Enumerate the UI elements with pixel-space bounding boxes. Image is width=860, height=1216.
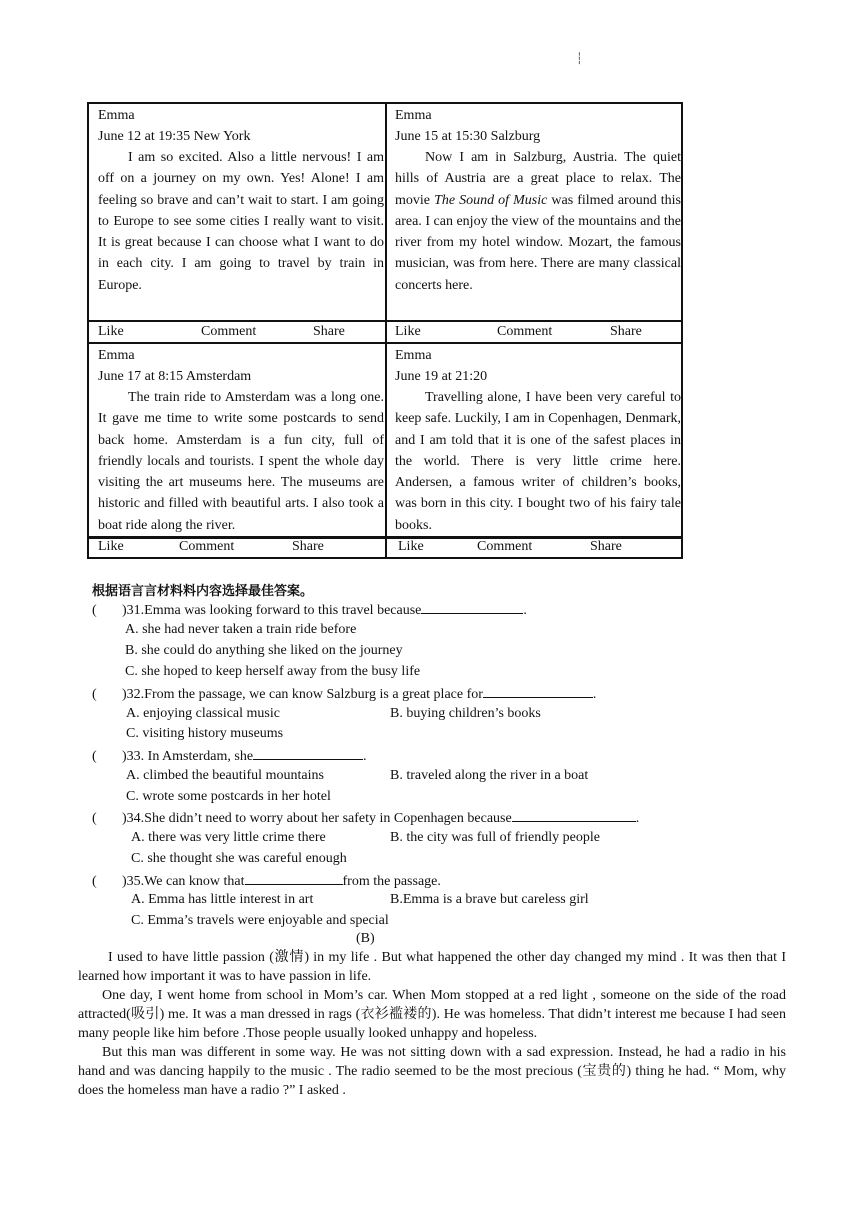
option-31-a[interactable]: A. she had never taken a train ride before xyxy=(125,622,357,637)
section-b-title: (B) xyxy=(356,931,375,946)
option-32-b[interactable]: B. buying children’s books xyxy=(390,706,541,721)
answer-blank[interactable] xyxy=(253,745,363,760)
comment-button[interactable]: Comment xyxy=(477,539,533,554)
question-34: ( )34.She didn’t need to worry about her safety in Copenhagen because . xyxy=(92,807,639,829)
question-31: ( )31.Emma was looking forward to this travel because . xyxy=(92,599,527,621)
post-author: Emma xyxy=(98,348,135,363)
option-34-b[interactable]: B. the city was full of friendly people xyxy=(390,830,600,845)
option-32-c[interactable]: C. visiting history museums xyxy=(126,726,284,741)
post-author: Emma xyxy=(98,108,135,123)
post-meta: June 17 at 8:15 Amsterdam xyxy=(98,369,252,384)
post-body: The train ride to Amsterdam was a long one. It gave me time to write some postcards to send back home. Amsterdam is a fun city, full of friendly locals and tourists. I spent the whole day visiting the art museums here. The museums are historic and filled with beautiful arts. I also took a boat ride along the river. xyxy=(98,390,384,533)
question-33: ( )33. In Amsterdam, she . xyxy=(92,745,367,767)
post-body: Travelling alone, I have been very careful to keep safe. Luckily, I am in Copenhagen, Denmark, and I am told that it is one of the safest places in the world. There is very little crime here. Andersen, a famous writer of children’s books, was born in this city. I bought two of his fairy tale books. xyxy=(395,390,681,533)
post-june-19 xyxy=(395,345,681,536)
passage-b-paragraph-3: But this man was different in some way. He was not sitting down with a sad expression. Instead, he had a radio in his hand and was dancing happily to the music . The radio seemed to be the most precious (宝贵的) thing he had. “ Mom, why does the homeless man have a radio ?” I asked . xyxy=(78,1045,786,1098)
share-button[interactable]: Share xyxy=(610,324,642,339)
option-31-c[interactable]: C. she hoped to keep herself away from the busy life xyxy=(125,664,421,679)
post-meta: June 19 at 21:20 xyxy=(395,369,488,384)
like-button[interactable]: Like xyxy=(98,324,124,339)
like-button[interactable]: Like xyxy=(98,539,124,554)
post-actions xyxy=(98,537,384,557)
option-33-a[interactable]: A. climbed the beautiful mountains xyxy=(126,768,324,783)
post-actions xyxy=(395,322,681,342)
option-33-b[interactable]: B. traveled along the river in a boat xyxy=(390,768,589,783)
option-34-a[interactable]: A. there was very little crime there xyxy=(131,830,326,845)
post-actions xyxy=(398,537,684,557)
answer-blank[interactable] xyxy=(245,870,343,885)
post-author: Emma xyxy=(395,108,432,123)
post-june-17 xyxy=(98,345,384,536)
answer-blank[interactable] xyxy=(512,807,636,822)
passage-b-paragraph-2: One day, I went home from school in Mom’s car. When Mom stopped at a red light , someone on the side of the road attracted(吸引) me. It was a man dressed in rags (衣衫褴褛的). He was homeless. That didn’t interest me because I had seen many people like him before .Those people usually looked unhappy and hopeless. xyxy=(78,988,786,1041)
post-actions xyxy=(98,322,384,342)
comment-button[interactable]: Comment xyxy=(201,324,257,339)
option-31-b[interactable]: B. she could do anything she liked on the journey xyxy=(125,643,403,658)
question-32: ( )32.From the passage, we can know Salzburg is a great place for . xyxy=(92,683,596,705)
option-33-c[interactable]: C. wrote some postcards in her hotel xyxy=(126,789,331,804)
post-june-12 xyxy=(98,105,384,296)
post-author: Emma xyxy=(395,348,432,363)
post-june-15 xyxy=(395,105,681,296)
passage-b-paragraph-1: I used to have little passion (激情) in my life . But what happened the other day changed my mind . It was then that I learned how important it was to have passion in life. xyxy=(78,950,786,984)
share-button[interactable]: Share xyxy=(590,539,622,554)
option-35-c[interactable]: C. Emma’s travels were enjoyable and special xyxy=(131,913,389,928)
grid-line xyxy=(89,342,681,344)
option-34-c[interactable]: C. she thought she was careful enough xyxy=(131,851,347,866)
like-button[interactable]: Like xyxy=(395,324,421,339)
movie-title: The Sound of Music xyxy=(434,192,548,208)
share-button[interactable]: Share xyxy=(292,539,324,554)
share-button[interactable]: Share xyxy=(313,324,345,339)
post-body: I am so excited. Also a little nervous! I am off on a journey on my own. Yes! Alone! I am feeling so brave and can’t wait to start. I am going to Europe to see some cities I really want to visit. It is great because I can choose what I want to do in each city. I am going to travel by train in Europe. xyxy=(98,150,384,293)
answer-blank[interactable] xyxy=(421,599,523,614)
posts-grid xyxy=(87,102,683,559)
answer-blank[interactable] xyxy=(483,683,593,698)
question-35: ( )35.We can know that from the passage. xyxy=(92,870,441,892)
option-32-a[interactable]: A. enjoying classical music xyxy=(126,706,280,721)
post-meta: June 12 at 19:35 New York xyxy=(98,129,251,144)
option-35-a[interactable]: A. Emma has little interest in art xyxy=(131,892,314,907)
post-body: Now I am in Salzburg, Austria. The quiet hills of Austria are a great place to relax. The movie The Sound of Music was filmed around this area. I can enjoy the view of the mountains and the river from my hotel window. Mozart, the famous musician, was from here. There are many classical concerts here. xyxy=(395,150,681,293)
header-mark: ┆ xyxy=(576,53,583,65)
like-button[interactable]: Like xyxy=(398,539,424,554)
comment-button[interactable]: Comment xyxy=(497,324,553,339)
instruction-heading: 根据语言言材料料内容选择最佳答案。 xyxy=(92,584,314,599)
comment-button[interactable]: Comment xyxy=(179,539,235,554)
post-meta: June 15 at 15:30 Salzburg xyxy=(395,129,541,144)
option-35-b[interactable]: B.Emma is a brave but careless girl xyxy=(390,892,589,907)
grid-vertical-divider xyxy=(385,104,387,557)
